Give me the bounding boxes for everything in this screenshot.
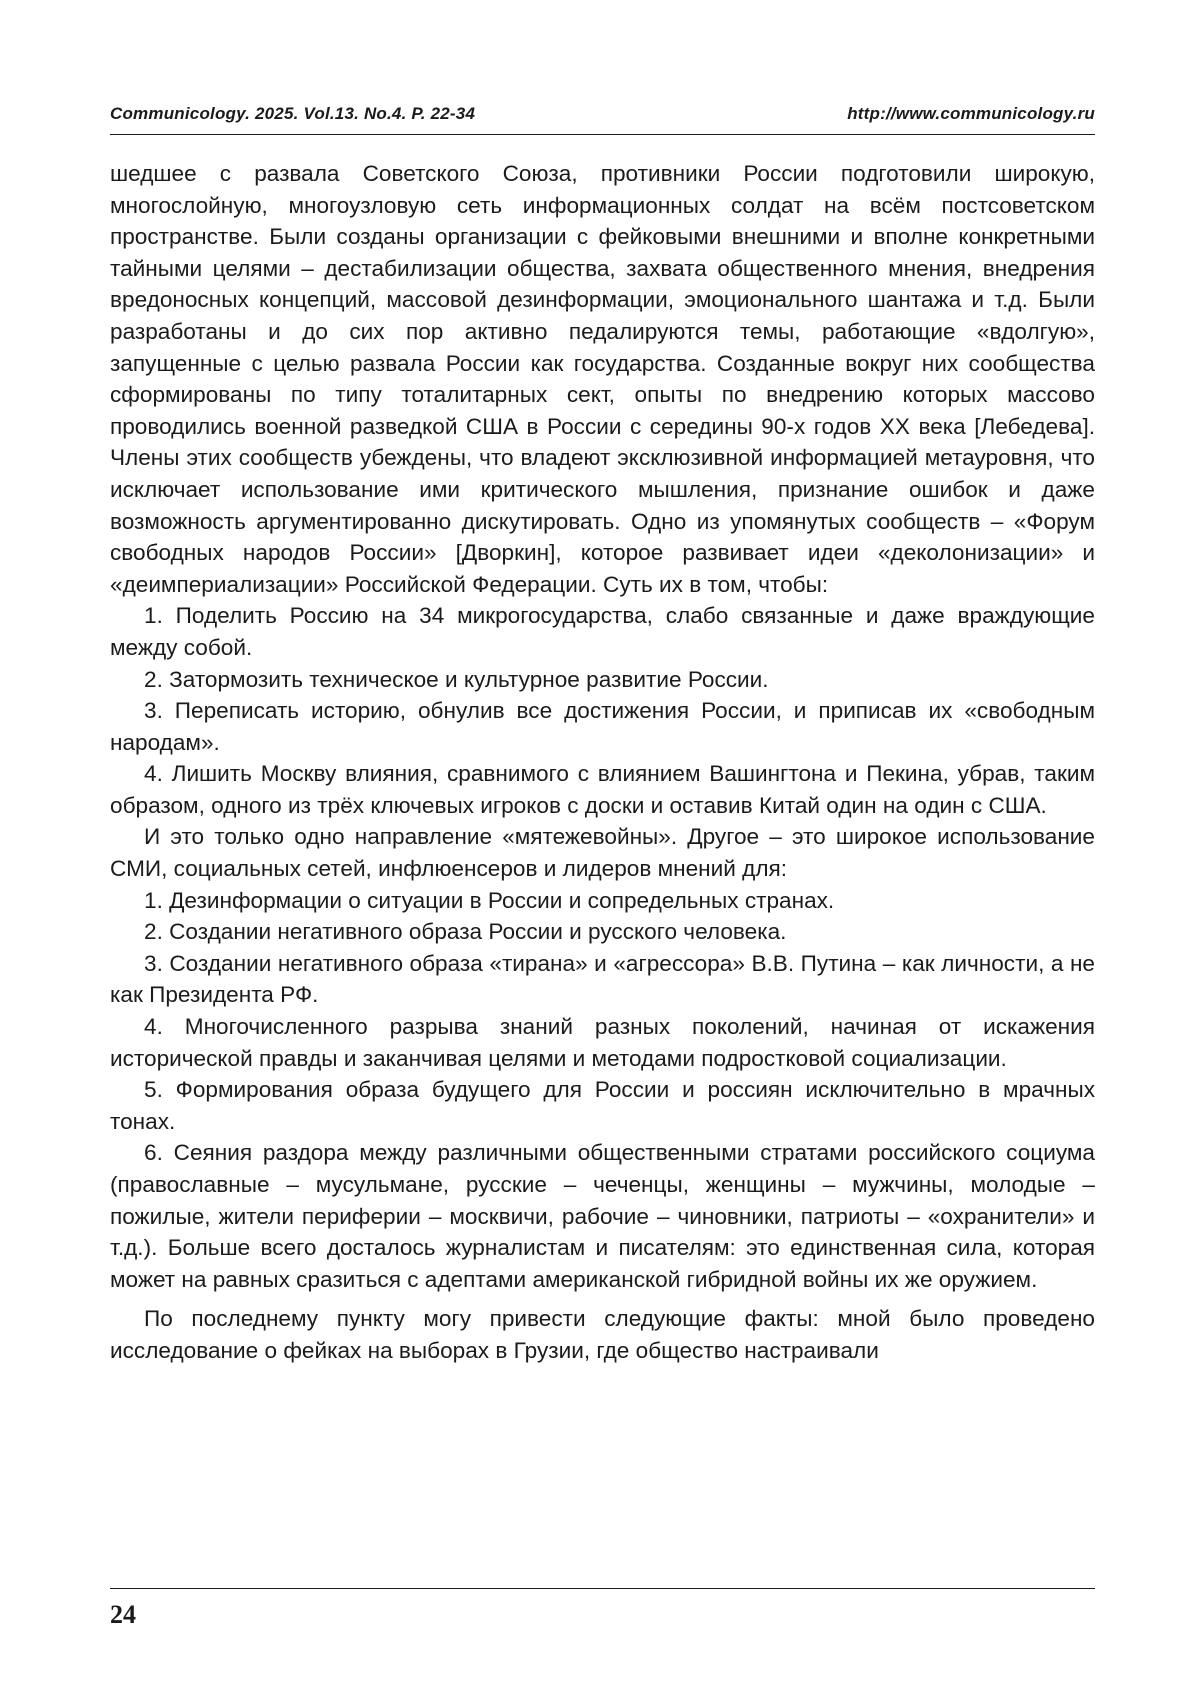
list-item: 1. Дезинформации о ситуации в России и сопредельных странах.: [144, 887, 835, 913]
list-item: 5. Формирования образа будущего для России и россиян исключительно в мрачных тонах.: [110, 1077, 1095, 1134]
list-item: 3. Создании негативного образа «тирана» и «агрессора» В.В. Путина – как личности, а не как Президента РФ.: [110, 950, 1095, 1008]
header-divider: [110, 134, 1095, 135]
article-body: [110, 158, 1095, 1367]
paragraph: По последнему пункту могу привести следующие факты: мной было проведено исследование о фейках на выборах в Грузии, где общество настраивали: [110, 1306, 1095, 1363]
list-item: 2. Затормозить техническое и культурное развитие России.: [144, 666, 769, 692]
journal-url[interactable]: http://www.communicology.ru: [847, 104, 1095, 123]
list-item: 4. Лишить Москву влияния, сравнимого с влиянием Вашингтона и Пекина, убрав, таким образом, одного из трёх ключевых игроков с доски и оставив Китай один на один с США.: [110, 761, 1095, 818]
page-number: 24: [110, 1600, 136, 1629]
list-item: 6. Сеяния раздора между различными общественными стратами российского социума (православные – мусульмане, русские – чеченцы, женщины – мужчины, молодые – пожилые, жители периферии – москвичи, рабочие – чиновники, патриоты – «охранители» и т.д.). Больше всего досталось журналистам и писателям: это единственная сила, которая может на равных сразиться с адептами американской гибридной войны их же оружием.: [110, 1140, 1095, 1292]
paragraph: И это только одно направление «мятежевойны». Другое – это широкое использование СМИ, социальных сетей, инфлюенсеров и лидеров мнений для:: [110, 824, 1095, 882]
footer-divider: [110, 1588, 1095, 1589]
journal-reference: Communicology. 2025. Vol.13. No.4. P. 22-34: [110, 104, 476, 123]
list-item: 2. Создании негативного образа России и русского человека.: [144, 919, 787, 945]
paragraph: шедшее с развала Советского Союза, противники России подготовили широкую, многослойную, многоузловую сеть информационных солдат на всём постсоветском пространстве. Были созданы организации с фейковыми внешними и вполне конкретными тайными целями – дестабилизации общества, захвата общественного мнения, внедрения вредоносных концепций, массовой дезинформации, эмоционального шантажа и т.д. Были разработаны и до сих пор активно педалируются темы, работающие «вдолгую», запущенные с целью развала России как государства. Созданные вокруг них сообщества сформированы по типу тоталитарных сект, опыты по внедрению которых массово проводились военной разведкой США в России с середины 90-х годов XX века [Лебедева]. Члены этих сообществ убеждены, что владеют эксклюзивной информацией метауровня, что исключает использование ими критического мышления, признание ошибок и даже возможность аргументированно дискутировать. Одно из упомянутых сообществ – «Форум свободных народов России» [Дворкин], которое развивает идеи «деколонизации» и «деимпериализации» Российской Федерации. Суть их в том, чтобы:: [110, 161, 1095, 597]
list-item: 3. Переписать историю, обнулив все достижения России, и приписав их «свободным народам».: [110, 698, 1095, 755]
list-item: 4. Многочисленного разрыва знаний разных поколений, начиная от искажения исторической правды и заканчивая целями и методами подростковой социализации.: [110, 1014, 1095, 1071]
list-item: 1. Поделить Россию на 34 микрогосударства, слабо связанные и даже враждующие между собой.: [110, 603, 1095, 660]
running-header: [110, 104, 1095, 124]
